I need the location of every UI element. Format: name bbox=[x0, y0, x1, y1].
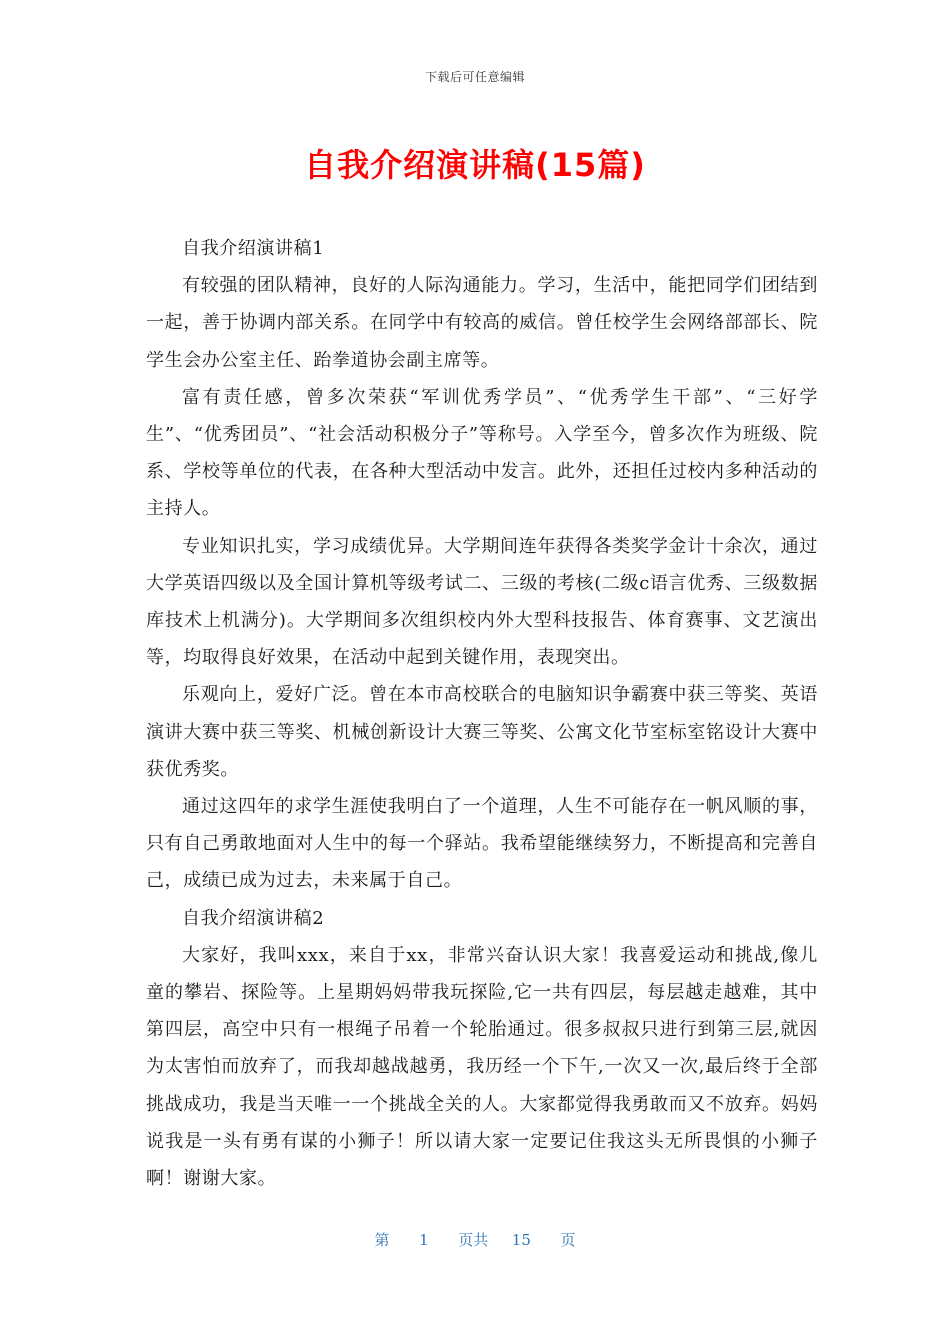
paragraph: 乐观向上，爱好广泛。曾在本市高校联合的电脑知识争霸赛中获三等奖、英语演讲大赛中获三等奖、机械创新设计大赛三等奖、公寓文化节室标室铭设计大赛中获优秀奖。 bbox=[146, 684, 818, 780]
document-title: 自我介绍演讲稿(15篇) bbox=[304, 146, 646, 184]
page-total: 15 bbox=[511, 1231, 531, 1249]
document-body bbox=[146, 230, 818, 1197]
footer-suffix: 页 bbox=[560, 1231, 576, 1249]
page-footer bbox=[0, 1229, 950, 1250]
paragraph: 富有责任感，曾多次荣获“军训优秀学员”、“优秀学生干部”、“三好学生”、“优秀团员”、“社会活动积极分子”等称号。入学至今，曾多次作为班级、院系、学校等单位的代表，在各种大型活动中发言。此外，还担任过校内多种活动的主持人。 bbox=[146, 386, 818, 520]
paragraph: 专业知识扎实，学习成绩优异。大学期间连年获得各类奖学金计十余次，通过大学英语四级以及全国计算机等级考试二、三级的考核(二级c语言优秀、三级数据库技术上机满分)。大学期间多次组织校内外大型科技报告、体育赛事、文艺演出等，均取得良好效果，在活动中起到关键作用，表现突出。 bbox=[146, 535, 818, 669]
footer-prefix: 第 bbox=[374, 1231, 390, 1249]
section-heading-2: 自我介绍演讲稿2 bbox=[182, 907, 325, 929]
page-header-note: 下载后可任意编辑 bbox=[424, 70, 525, 84]
paragraph: 大家好，我叫xxx，来自于xx，非常兴奋认识大家！我喜爱运动和挑战,像儿童的攀岩、探险等。上星期妈妈带我玩探险,它一共有四层，每层越走越难，其中第四层，高空中只有一根绳子吊着一个轮胎通过。很多叔叔只进行到第三层,就因为太害怕而放弃了，而我却越战越勇，我历经一个下午,一次又一次,最后终于全部挑战成功，我是当天唯一一个挑战全关的人。大家都觉得我勇敢而又不放弃。妈妈说我是一头有勇有谋的小狮子！所以请大家一定要记住我这头无所畏惧的小狮子啊！谢谢大家。 bbox=[146, 944, 818, 1190]
paragraph: 有较强的团队精神，良好的人际沟通能力。学习，生活中，能把同学们团结到一起，善于协调内部关系。在同学中有较高的威信。曾任校学生会网络部部长、院学生会办公室主任、跆拳道协会副主席等。 bbox=[146, 275, 818, 371]
footer-middle: 页共 bbox=[458, 1231, 489, 1249]
page-number: 1 bbox=[419, 1231, 429, 1249]
section-heading-1: 自我介绍演讲稿1 bbox=[182, 238, 325, 259]
paragraph: 通过这四年的求学生涯使我明白了一个道理，人生不可能存在一帆风顺的事，只有自己勇敢地面对人生中的每一个驿站。我希望能继续努力，不断提高和完善自己，成绩已成为过去，未来属于自己。 bbox=[146, 796, 818, 892]
